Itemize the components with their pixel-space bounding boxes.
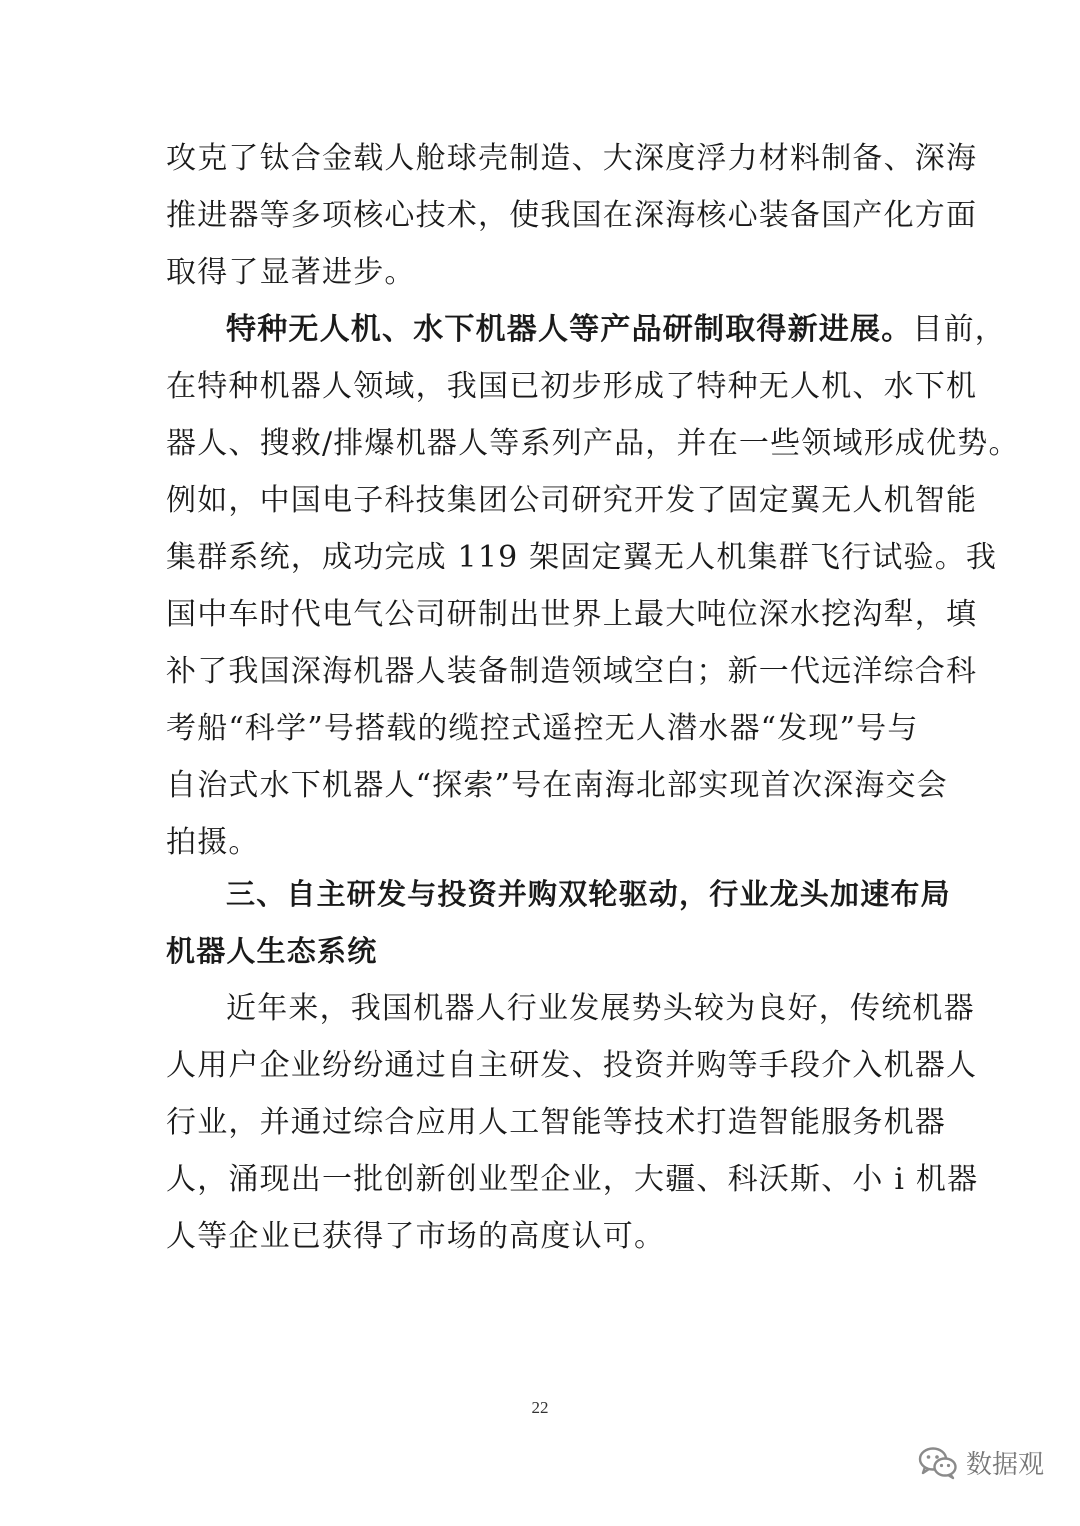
paragraph-line: 推进器等多项核心技术，使我国在深海核心装备国产化方面 (166, 198, 978, 233)
heading-line: 机器人生态系统 (166, 934, 378, 968)
bold-lead-sentence: 特种无人机、水下机器人等产品研制取得新进展。 (226, 312, 913, 347)
paragraph-line (166, 301, 1007, 358)
paragraph-line: 拍摄。 (166, 825, 260, 860)
paragraph-line: 取得了显著进步。 (166, 255, 416, 290)
paragraph-line: 例如，中国电子科技集团公司研究开发了固定翼无人机智能 (166, 483, 978, 518)
wechat-icon (918, 1446, 958, 1480)
paragraph-line: 在特种机器人领域，我国已初步形成了特种无人机、水下机 (166, 369, 978, 404)
paragraph-line: 国中车时代电气公司研制出世界上最大吨位深水挖沟犁，填 (166, 597, 978, 632)
paragraph-line: 行业，并通过综合应用人工智能等技术打造智能服务机器 (166, 1105, 946, 1140)
paragraph-line: 自治式水下机器人“探索”号在南海北部实现首次深海交会 (166, 768, 948, 803)
paragraph-2 (166, 301, 1020, 871)
page-number: 22 (531, 1398, 549, 1417)
heading-line: 三、自主研发与投资并购双轮驱动，行业龙头加速布局 (226, 877, 951, 911)
paragraph-line: 攻克了钛合金载人舱球壳制造、大深度浮力材料制备、深海 (166, 141, 978, 176)
watermark (918, 1444, 1044, 1481)
section-heading (166, 866, 951, 980)
paragraph-line: 人等企业已获得了市场的高度认可。 (166, 1219, 666, 1254)
lead-rest: 目前， (912, 312, 1007, 347)
paragraph-1 (166, 130, 978, 301)
paragraph-line: 人，涌现出一批创新创业型企业，大疆、科沃斯、小 i 机器 (166, 1162, 979, 1197)
paragraph-line: 考船“科学”号搭载的缆控式遥控无人潜水器“发现”号与 (166, 711, 919, 746)
paragraph-line: 集群系统，成功完成 119 架固定翼无人机集群飞行试验。我 (166, 540, 998, 575)
paragraph-line: 器人、搜救/排爆机器人等系列产品，并在一些领域形成优势。 (166, 426, 1020, 461)
watermark-text: 数据观 (965, 1450, 1044, 1480)
paragraph-line: 补了我国深海机器人装备制造领域空白；新一代远洋综合科 (166, 654, 978, 689)
paragraph-line: 人用户企业纷纷通过自主研发、投资并购等手段介入机器人 (166, 1048, 978, 1083)
paragraph-3 (166, 980, 979, 1265)
paragraph-line: 近年来，我国机器人行业发展势头较为良好，传统机器 (226, 991, 975, 1026)
